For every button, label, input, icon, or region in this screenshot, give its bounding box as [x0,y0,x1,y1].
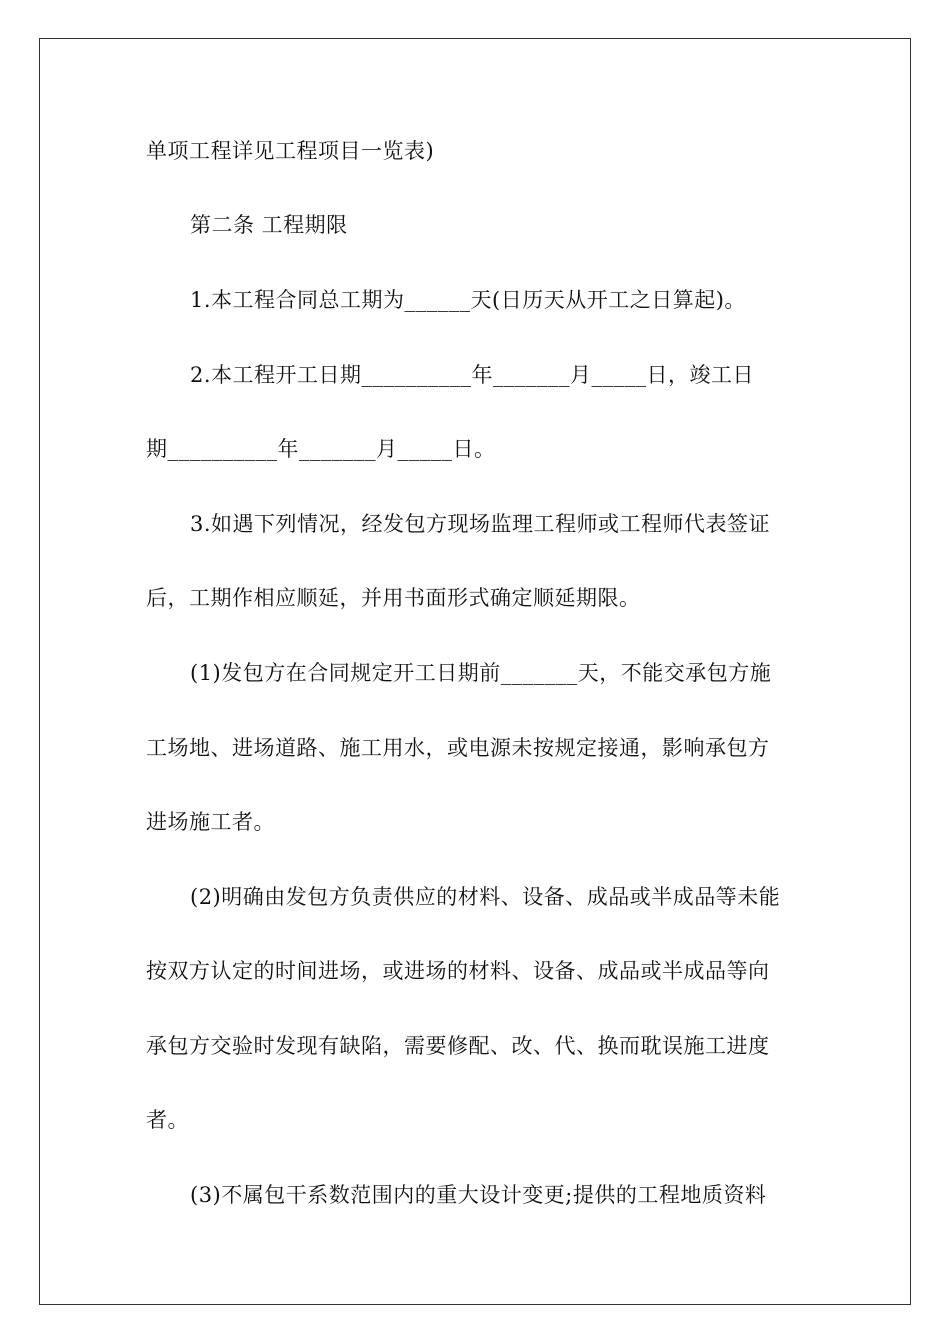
clause-3-line-1: 3.如遇下列情况，经发包方现场监理工程师或工程师代表签证 [190,512,771,536]
item-2-line-2: 按双方认定的时间进场，或进场的材料、设备、成品或半成品等向 [146,959,770,983]
item-1-line-3: 进场施工者。 [146,810,275,834]
clause-1: 1.本工程合同总工期为______天(日历天从开工之日算起)。 [190,288,746,312]
item-2-line-4: 者。 [146,1108,189,1132]
item-1-line-2: 工场地、进场道路、施工用水，或电源未按规定接通，影响承包方 [146,736,770,760]
clause-3-line-2: 后，工期作相应顺延，并用书面形式确定顺延期限。 [146,586,641,610]
item-1-line-1: (1)发包方在合同规定开工日期前_______天，不能交承包方施 [190,661,772,685]
article-heading: 第二条 工程期限 [190,213,348,237]
item-2-line-3: 承包方交验时发现有缺陷，需要修配、改、代、换而耽误施工进度 [146,1034,770,1058]
item-3-line-1: (3)不属包干系数范围内的重大设计变更;提供的工程地质资料 [190,1183,767,1207]
clause-2-line-2: 期__________年_______月_____日。 [146,437,496,461]
text-line-scope-note: 单项工程详见工程项目一览表) [146,139,435,163]
item-2-line-1: (2)明确由发包方负责供应的材料、设备、成品或半成品等未能 [190,885,781,909]
clause-2-line-1: 2.本工程开工日期__________年_______月_____日，竣工日 [190,363,755,387]
